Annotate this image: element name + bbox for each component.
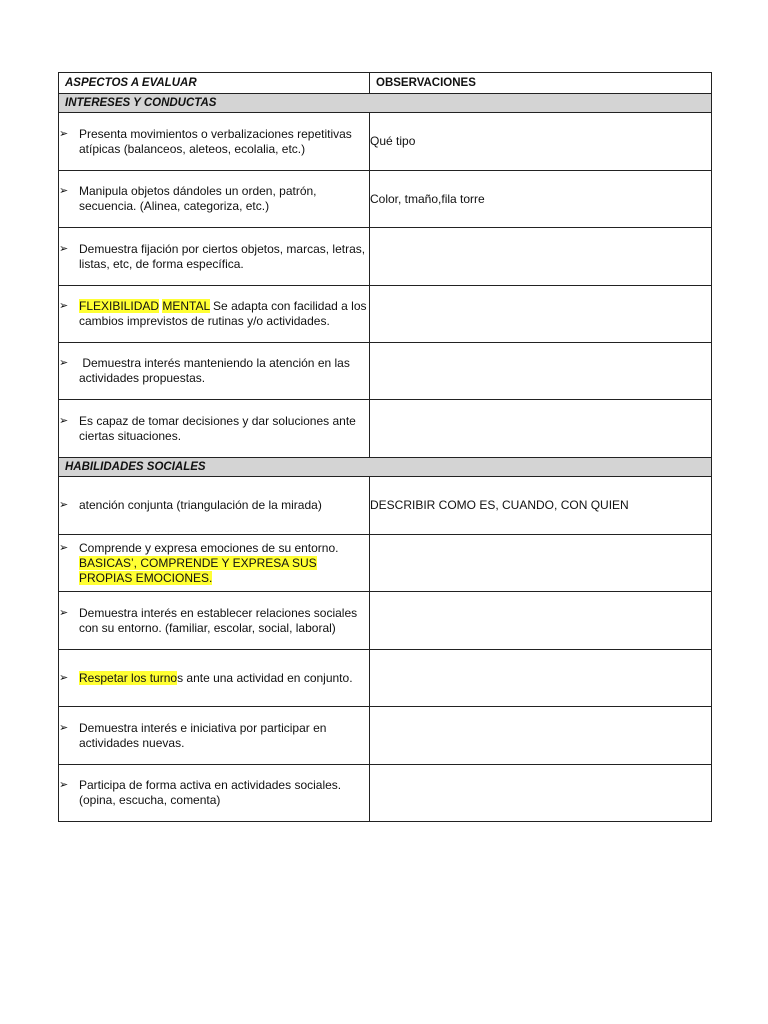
arrowhead-bullet-icon: ➢ bbox=[59, 127, 69, 140]
table-row bbox=[59, 765, 712, 822]
aspect-cell bbox=[59, 228, 370, 286]
aspect-text: Presenta movimientos o verbalizaciones repetitivas atípicas (balanceos, aleteos, ecolalia, etc.) bbox=[79, 126, 352, 156]
section-title: INTERESES Y CONDUCTAS bbox=[59, 94, 712, 113]
table-row bbox=[59, 113, 712, 171]
aspect-cell bbox=[59, 286, 370, 343]
table-row bbox=[59, 592, 712, 650]
arrowhead-bullet-icon: ➢ bbox=[59, 185, 69, 197]
aspect-cell bbox=[59, 343, 370, 400]
arrowhead-bullet-icon: ➢ bbox=[59, 721, 69, 734]
aspect-text bbox=[79, 671, 369, 686]
aspect-text: Demuestra interés en establecer relaciones sociales con su entorno. (familiar, escolar, social, laboral) bbox=[79, 605, 358, 635]
aspect-cell bbox=[59, 765, 370, 822]
highlighted-text: MENTAL bbox=[162, 299, 210, 313]
aspect-cell bbox=[59, 650, 370, 707]
aspect-text-rest: s ante una actividad en conjunto. bbox=[177, 670, 353, 685]
observation-cell bbox=[370, 707, 712, 765]
aspect-text: Participa de forma activa en actividades sociales. (opina, escucha, comenta) bbox=[79, 778, 342, 807]
arrowhead-bullet-icon: ➢ bbox=[59, 357, 69, 369]
section-title: HABILIDADES SOCIALES bbox=[59, 458, 712, 477]
aspect-cell bbox=[59, 535, 370, 592]
aspect-text: Demuestra interés e iniciativa por participar en actividades nuevas. bbox=[79, 720, 327, 750]
observation-cell bbox=[370, 535, 712, 592]
table-row bbox=[59, 228, 712, 286]
observation-cell: Qué tipo bbox=[370, 113, 712, 171]
highlighted-text: BASICAS’, COMPRENDE Y EXPRESA SUS PROPIAS EMOCIONES. bbox=[79, 555, 317, 585]
arrowhead-bullet-icon: ➢ bbox=[59, 242, 69, 255]
observation-cell bbox=[370, 400, 712, 458]
arrowhead-bullet-icon: ➢ bbox=[59, 499, 69, 511]
arrowhead-bullet-icon: ➢ bbox=[59, 606, 69, 619]
arrowhead-bullet-icon: ➢ bbox=[59, 414, 69, 427]
table-header-row bbox=[59, 73, 712, 94]
aspect-cell bbox=[59, 592, 370, 650]
arrowhead-bullet-icon: ➢ bbox=[59, 300, 69, 312]
aspect-cell bbox=[59, 707, 370, 765]
observation-cell bbox=[370, 765, 712, 822]
aspect-cell bbox=[59, 477, 370, 535]
observation-cell: Color, tmaño,fila torre bbox=[370, 171, 712, 228]
observation-cell bbox=[370, 592, 712, 650]
section-header-intereses bbox=[59, 94, 712, 113]
aspect-text: atención conjunta (triangulación de la mirada) bbox=[79, 498, 322, 512]
table-row bbox=[59, 286, 712, 343]
aspect-cell bbox=[59, 113, 370, 171]
arrowhead-bullet-icon: ➢ bbox=[59, 779, 69, 791]
aspect-text: Demuestra fijación por ciertos objetos, marcas, letras, listas, etc, de forma específica. bbox=[79, 241, 366, 271]
arrowhead-bullet-icon: ➢ bbox=[59, 541, 69, 554]
observation-cell bbox=[370, 286, 712, 343]
table-row bbox=[59, 171, 712, 228]
aspect-text bbox=[79, 299, 369, 329]
observation-cell bbox=[370, 343, 712, 400]
observation-cell bbox=[370, 228, 712, 286]
section-header-habilidades bbox=[59, 458, 712, 477]
aspect-cell bbox=[59, 400, 370, 458]
observation-cell bbox=[370, 650, 712, 707]
observation-cell: DESCRIBIR COMO ES, CUANDO, CON QUIEN bbox=[370, 477, 712, 535]
aspect-text-prefix: Comprende y expresa emociones de su entorno. bbox=[79, 540, 339, 555]
highlighted-text: Respetar los turno bbox=[79, 670, 178, 685]
aspect-text: Manipula objetos dándoles un orden, patrón, secuencia. (Alinea, categoriza, etc.) bbox=[79, 184, 317, 213]
header-observations: OBSERVACIONES bbox=[370, 73, 712, 94]
table-row bbox=[59, 400, 712, 458]
aspect-text-rest: Se adapta con facilidad a los cambios imprevistos de rutinas y/o actividades. bbox=[79, 299, 367, 328]
aspect-cell bbox=[59, 171, 370, 228]
header-aspect: ASPECTOS A EVALUAR bbox=[59, 73, 370, 94]
highlighted-text: FLEXIBILIDAD bbox=[79, 299, 160, 313]
aspect-text bbox=[79, 541, 369, 586]
evaluation-table bbox=[58, 72, 712, 822]
table-row bbox=[59, 707, 712, 765]
table-row bbox=[59, 477, 712, 535]
table-row bbox=[59, 535, 712, 592]
arrowhead-bullet-icon: ➢ bbox=[59, 671, 69, 684]
aspect-text: Demuestra interés manteniendo la atención en las actividades propuestas. bbox=[79, 356, 354, 385]
table-row bbox=[59, 650, 712, 707]
aspect-text: Es capaz de tomar decisiones y dar soluciones ante ciertas situaciones. bbox=[79, 413, 356, 443]
table-row bbox=[59, 343, 712, 400]
